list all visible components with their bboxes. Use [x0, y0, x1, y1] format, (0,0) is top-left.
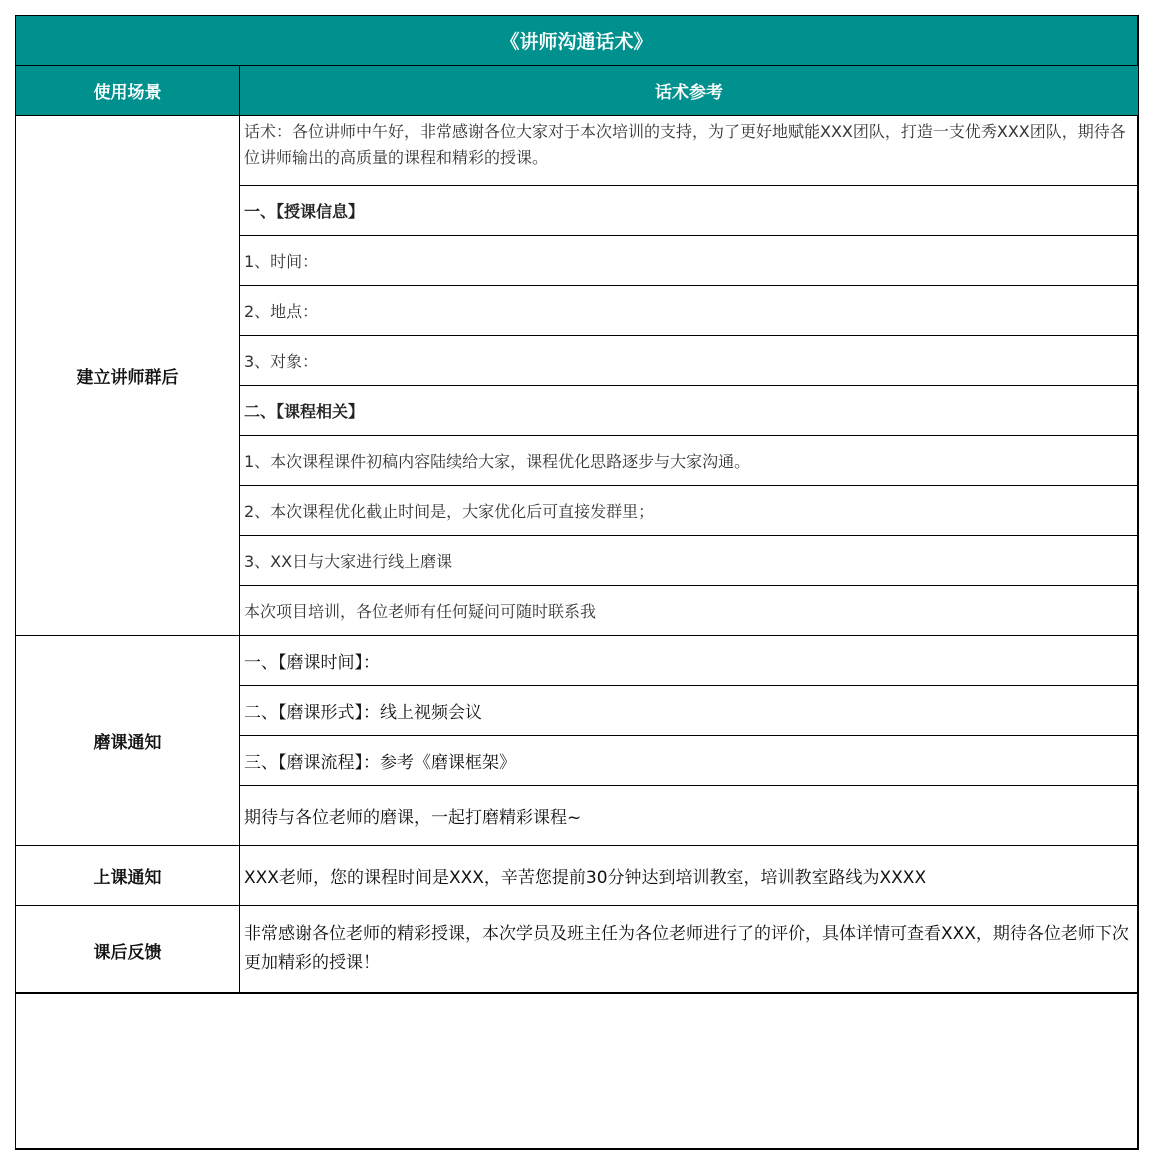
- script-line: 本次项目培训，各位老师有任何疑问可随时联系我: [240, 586, 1138, 636]
- table-title: 《讲师沟通话术》: [16, 16, 1137, 66]
- script-line: 三、【磨课流程】：参考《磨课框架》: [240, 736, 1138, 786]
- script-line: 3、XX日与大家进行线上磨课: [240, 536, 1138, 586]
- script-heading: 二、【课程相关】: [240, 386, 1138, 436]
- scene-cell: 上课通知: [16, 846, 240, 906]
- script-line: 期待与各位老师的磨课，一起打磨精彩课程~: [240, 786, 1138, 846]
- script-line: 二、【磨课形式】：线上视频会议: [240, 686, 1138, 736]
- script-table: [15, 15, 1139, 1150]
- scene-cell: 建立讲师群后: [16, 116, 240, 636]
- header-scene: 使用场景: [16, 66, 240, 116]
- header-script: 话术参考: [240, 66, 1138, 116]
- script-line: 1、本次课程课件初稿内容陆续给大家，课程优化思路逐步与大家沟通。: [240, 436, 1138, 486]
- script-line: 非常感谢各位老师的精彩授课，本次学员及班主任为各位老师进行了的评价，具体详情可查看XXX，期待各位老师下次更加精彩的授课！: [244, 924, 1129, 973]
- script-heading: 一、【授课信息】: [240, 186, 1138, 236]
- scene-cell: 课后反馈: [16, 906, 240, 994]
- table-end-rule: [16, 992, 1137, 994]
- scene-cell: 磨课通知: [16, 636, 240, 846]
- script-line: 一、【磨课时间】：: [240, 636, 1138, 686]
- script-line: 3、对象：: [240, 336, 1138, 386]
- script-line: XXX老师，您的课程时间是XXX，辛苦您提前30分钟达到培训教室，培训教室路线为XXXX: [240, 846, 1138, 906]
- script-line: 2、地点：: [240, 286, 1138, 336]
- script-line: 话术：各位讲师中午好，非常感谢各位大家对于本次培训的支持，为了更好地赋能XXX团队，打造一支优秀XXX团队，期待各位讲师输出的高质量的课程和精彩的授课。: [240, 116, 1138, 186]
- script-line: 2、本次课程优化截止时间是，大家优化后可直接发群里；: [240, 486, 1138, 536]
- script-line: 1、时间：: [240, 236, 1138, 286]
